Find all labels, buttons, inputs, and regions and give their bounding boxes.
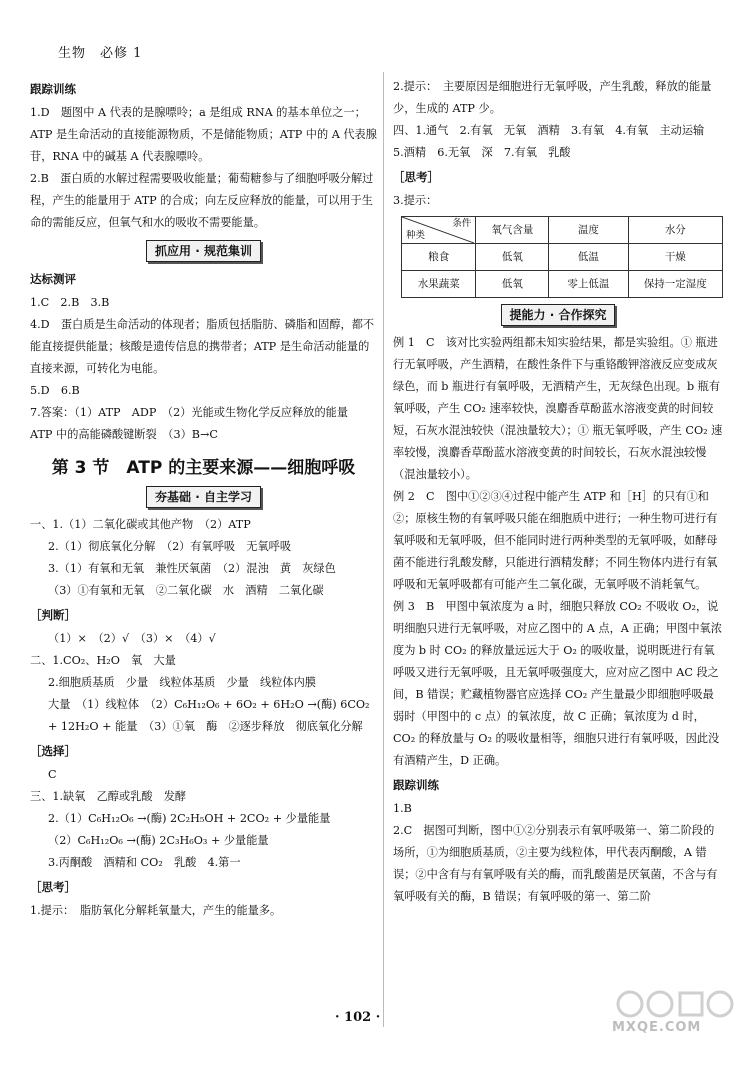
section-banner: 提能力 · 合作探究 <box>501 304 616 326</box>
subheading: ［判断］ <box>30 608 76 622</box>
answer-paragraph: 1.B <box>393 802 412 815</box>
answer-paragraph: 1.D 题图中 A 代表的是腺嘌呤；a 是组成 RNA 的基本单位之一；ATP 是生命活动的直接能源物质，不是储能物质；ATP 中的 A 代表腺苷，RNA 中的碱基 A 代表腺嘌呤。 <box>30 106 377 163</box>
answer-paragraph: （1）× （2）√ （3）× （4）√ <box>48 632 216 645</box>
subheading: 跟踪训练 <box>393 778 439 792</box>
answer-paragraph: 2.细胞质基质 少量 线粒体基质 少量 线粒体内膜 <box>48 676 316 689</box>
left-column <box>30 76 377 922</box>
answer-paragraph: C <box>48 768 57 781</box>
answer-paragraph: 2.C 据图可判断，图中①②分别表示有氧呼吸第一、第二阶段的场所，①为细胞质基质，②主要为线粒体，甲代表丙酮酸，A 错误；②中含有与有氧呼吸有关的酶，而乳酸菌是厌氧菌，不含与有氧呼吸有关的酶，B 错误；有氧呼吸的第一、第二阶 <box>393 824 718 903</box>
table-row <box>402 271 723 298</box>
answer-paragraph: 5.D 6.B <box>30 384 80 397</box>
subheading: ［选择］ <box>30 744 76 758</box>
answer-paragraph: 例 1 C 该对比实验两组都未知实验结果，都是实验组。① 瓶进行无氧呼吸，产生酒精，在酸性条件下与重铬酸钾溶液反应变成灰绿色，而 b 瓶进行有氧呼吸，无酒精产生，无灰绿色出现。b 瓶有氧呼吸，产生 CO₂ 速率较快，溴麝香草酚蓝水溶液变黄的时间较短，石灰水混浊较快（混浊量较大）；① 瓶无氧呼吸，产生 CO₂ 速率较慢，溴麝香草酚蓝水溶液变黄的时间较长，石灰水混浊较慢（混浊量较小）。 <box>393 336 723 481</box>
corner-label-bottom: 种类 <box>406 230 426 241</box>
answer-paragraph: 1.C 2.B 3.B <box>30 296 110 309</box>
answer-paragraph: 1.提示： 脂肪氧化分解耗氧量大，产生的能量多。 <box>30 904 282 917</box>
answer-paragraph: 2.（1）彻底氧化分解 （2）有氧呼吸 无氧呼吸 <box>48 540 292 553</box>
subheading: 达标测评 <box>30 272 76 286</box>
answer-paragraph: 一、1.（1）二氧化碳或其他产物 （2）ATP <box>30 518 251 531</box>
answer-paragraph: 2.提示： 主要原因是细胞进行无氧呼吸，产生乳酸，释放的能量少，生成的 ATP 少。 <box>393 80 712 115</box>
answer-paragraph: 2.（1）C₆H₁₂O₆ →(酶) 2C₂H₅OH + 2CO₂ + 少量能量 <box>48 812 331 825</box>
answer-paragraph: 2.B 蛋白质的水解过程需要吸收能量；葡萄糖参与了细胞呼吸分解过程，产生的能量用于 ATP 的合成；向左反应释放的能量，可以用于生命的需能反应，但氧气和水的吸收不需要能量。 <box>30 172 374 229</box>
table-corner-cell <box>402 217 476 244</box>
section-banner: 抓应用 · 规范集训 <box>146 240 261 262</box>
answer-paragraph: 三、1.缺氧 乙醇或乳酸 发酵 <box>30 790 187 803</box>
table-cell: 低氧 <box>476 244 549 271</box>
table-row-label: 粮食 <box>402 244 476 271</box>
section-title: 第 3 节 ATP 的主要来源——细胞呼吸 <box>51 458 356 478</box>
table-header-oxygen: 氧气含量 <box>476 217 549 244</box>
table-cell: 低氧 <box>476 271 549 298</box>
answer-paragraph: 例 3 B 甲图中氧浓度为 a 时，细胞只释放 CO₂ 不吸收 O₂，说明细胞只进行无氧呼吸，对应乙图中的 A 点，A 正确；甲图中氧浓度为 b 时 CO₂ 的释放量远远大于 O₂ 的吸收量，说明既进行有氧呼吸又进行无氧呼吸，且无氧呼吸强度大，应对应乙图中 AC 段之间，B 错误；贮藏植物器官应选择 CO₂ 产生量最少即细胞呼吸最弱时（甲图中的 c 点）的氧浓度，故 C 正确；氧浓度为 d 时，CO₂ 的释放量与 O₂ 的吸收量相等，细胞只进行有氧呼吸，因此没有酒精产生，D 正确。 <box>393 600 722 767</box>
answer-paragraph: （3）①有氧和无氧 ②二氧化碳 水 酒精 二氧化碳 <box>48 584 324 597</box>
subheading: ［思考］ <box>393 170 439 184</box>
column-divider <box>383 72 384 1027</box>
watermark-text: MXQE.COM <box>612 1020 702 1035</box>
table-cell: 零上低温 <box>549 271 628 298</box>
watermark-logo-icon <box>616 987 736 1021</box>
answer-paragraph: 例 2 C 图中①②③④过程中能产生 ATP 和［H］的只有①和②；原核生物的有氧呼吸只能在细胞质中进行；一种生物可进行有氧呼吸和无氧呼吸，但不能同时进行两种类型的无氧呼吸，如酵母菌不能进行乳酸发酵，只能进行酒精发酵；不同生物体内进行有氧呼吸和无氧呼吸都有可能产生二氧化碳，无氧呼吸不消耗氧气。 <box>393 490 718 591</box>
running-header: 生物 必修 1 <box>58 46 143 61</box>
table-header-temperature: 温度 <box>549 217 628 244</box>
right-bottom-block <box>393 304 723 908</box>
table-cell: 保持一定湿度 <box>628 271 722 298</box>
table-header-moisture: 水分 <box>628 217 722 244</box>
subheading: ［思考］ <box>30 880 76 894</box>
table-row <box>402 244 723 271</box>
answer-paragraph: 3.（1）有氧和无氧 兼性厌氧菌 （2）混浊 黄 灰绿色 <box>48 562 336 575</box>
right-column <box>393 76 723 908</box>
answer-paragraph: 4.D 蛋白质是生命活动的体现者；脂质包括脂肪、磷脂和固醇，都不能直接提供能量；核酸是遗传信息的携带者；ATP 是生命活动能量的直接来源，可转化为电能。 <box>30 318 375 375</box>
answer-paragraph: 3.提示： <box>393 194 438 207</box>
table-row-label: 水果蔬菜 <box>402 271 476 298</box>
subheading: 跟踪训练 <box>30 82 76 96</box>
answer-paragraph: 大量 （1）线粒体 （2）C₆H₁₂O₆ + 6O₂ + 6H₂O →(酶) 6CO₂ + 12H₂O + 能量 （3）①氧 酶 ②逐步释放 彻底氧化分解 <box>48 698 370 733</box>
answer-paragraph: 四、1.通气 2.有氧 无氧 酒精 3.有氧 4.有氧 主动运输 5.酒精 6.无氧 深 7.有氧 乳酸 <box>393 124 716 159</box>
storage-conditions-table <box>401 216 723 298</box>
table-cell: 干燥 <box>628 244 722 271</box>
table-cell: 低温 <box>549 244 628 271</box>
section-banner: 夯基础 · 自主学习 <box>146 486 261 508</box>
answer-paragraph: 3.丙酮酸 酒精和 CO₂ 乳酸 4.第一 <box>48 856 241 869</box>
corner-label-top: 条件 <box>452 218 472 229</box>
answer-paragraph: 7.答案：（1）ATP ADP （2）光能或生物化学反应释放的能量 ATP 中的高能磷酸键断裂 （3）B→C <box>30 406 360 441</box>
answer-paragraph: （2）C₆H₁₂O₆ →(酶) 2C₃H₆O₃ + 少量能量 <box>48 834 269 847</box>
answer-paragraph: 二、1.CO₂、H₂O 氧 大量 <box>30 654 176 667</box>
table-header-row <box>402 217 723 244</box>
right-top-block <box>393 76 723 212</box>
page-number: · 102 · <box>335 1010 381 1025</box>
